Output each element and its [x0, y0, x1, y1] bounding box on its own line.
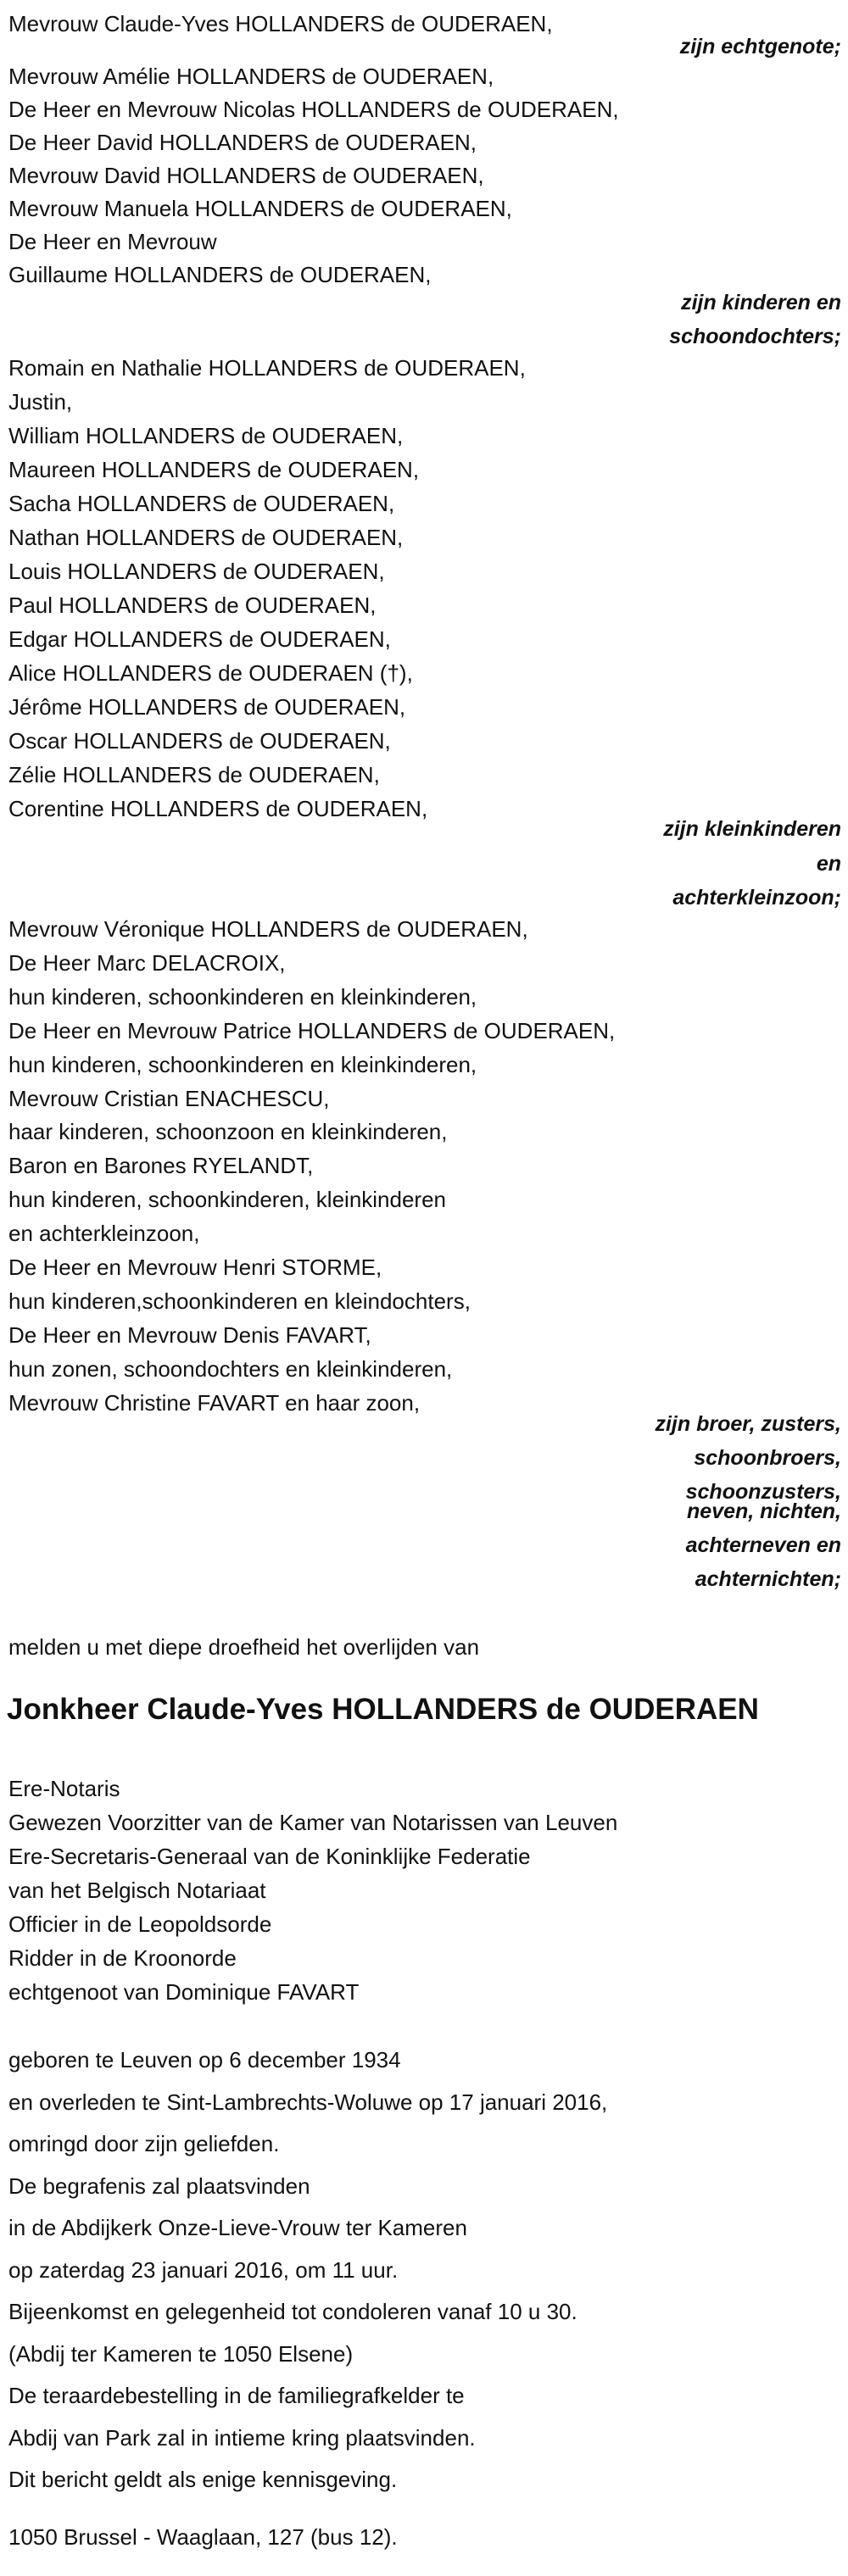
child-name-line: Mevrouw Manuela HOLLANDERS de OUDERAEN,	[8, 196, 512, 221]
grandchild-name-line: Justin,	[8, 389, 73, 414]
relation-label: neven, nichten,	[687, 1499, 841, 1523]
grandchild-name-line: Sacha HOLLANDERS de OUDERAEN,	[8, 491, 395, 516]
child-name-line: Guillaume HOLLANDERS de OUDERAEN,	[8, 262, 432, 287]
grandchild-name-line: Nathan HOLLANDERS de OUDERAEN,	[8, 525, 404, 550]
sibling-name-line: Baron en Barones RYELANDT,	[8, 1153, 314, 1179]
funeral-detail-line: De begrafenis zal plaatsvinden	[8, 2173, 310, 2199]
funeral-detail-line: De teraardebestelling in de familiegrafkelder te	[8, 2383, 465, 2408]
spouse-name-line: Mevrouw Claude-Yves HOLLANDERS de OUDERAEN,	[8, 11, 553, 36]
child-name-line: Mevrouw David HOLLANDERS de OUDERAEN,	[8, 163, 484, 188]
child-name-line: De Heer en Mevrouw Nicolas HOLLANDERS de OUDERAEN,	[8, 97, 619, 122]
relation-label: zijn kinderen en	[681, 291, 841, 314]
sibling-name-line: hun kinderen, schoonkinderen en kleinkinderen,	[8, 1051, 477, 1077]
sibling-name-line: De Heer en Mevrouw Henri STORME,	[8, 1255, 382, 1280]
sibling-name-line: hun kinderen, schoonkinderen, kleinkinderen	[8, 1187, 447, 1213]
grandchild-name-line: Jérôme HOLLANDERS de OUDERAEN,	[8, 694, 406, 720]
sibling-name-line: hun zonen, schoondochters en kleinkinderen,	[8, 1355, 453, 1382]
sibling-name-line: Mevrouw Cristian ENACHESCU,	[8, 1085, 330, 1111]
deceased-title-line: Ridder in de Kroonorde	[8, 1945, 237, 1971]
relation-label: zijn broer, zusters,	[655, 1412, 841, 1436]
grandchild-name-line: Louis HOLLANDERS de OUDERAEN,	[8, 559, 385, 584]
deceased-title-line: Ere-Notaris	[8, 1776, 120, 1801]
relation-label: zijn kleinkinderen	[663, 817, 841, 841]
funeral-detail-line: (Abdij ter Kameren te 1050 Elsene)	[8, 2340, 354, 2367]
sibling-name-line: hun kinderen,schoonkinderen en kleindochters,	[8, 1288, 471, 1314]
grandchild-name-line: William HOLLANDERS de OUDERAEN,	[8, 423, 404, 448]
grandchild-name-line: Corentine HOLLANDERS de OUDERAEN,	[8, 796, 428, 821]
grandchild-name-line: Maureen HOLLANDERS de OUDERAEN,	[8, 457, 420, 482]
relation-label: schoonbroers,	[694, 1446, 841, 1470]
deceased-name: Jonkheer Claude-Yves HOLLANDERS de OUDERAEN	[7, 1693, 759, 1726]
funeral-detail-line: op zaterdag 23 januari 2016, om 11 uur.	[8, 2256, 399, 2283]
grandchild-name-line: Romain en Nathalie HOLLANDERS de OUDERAEN,	[8, 355, 526, 381]
sibling-name-line: Mevrouw Christine FAVART en haar zoon,	[8, 1389, 421, 1416]
grandchild-name-line: Oscar HOLLANDERS de OUDERAEN,	[8, 728, 391, 754]
announcement-text: melden u met diepe droefheid het overlijden van	[8, 1634, 480, 1660]
address-text: 1050 Brussel - Waaglaan, 127 (bus 12).	[8, 2524, 398, 2550]
funeral-detail-line: Dit bericht geldt als enige kennisgeving.	[8, 2467, 398, 2492]
sibling-name-line: en achterkleinzoon,	[8, 1221, 200, 1247]
sibling-name-line: De Heer en Mevrouw Denis FAVART,	[8, 1321, 371, 1348]
funeral-detail-line: Abdij van Park zal in intieme kring plaatsvinden.	[8, 2424, 476, 2451]
funeral-detail-line: geboren te Leuven op 6 december 1934	[8, 2047, 401, 2072]
sibling-name-line: De Heer en Mevrouw Patrice HOLLANDERS de OUDERAEN,	[8, 1017, 616, 1043]
relation-label: achternichten;	[695, 1567, 841, 1591]
grandchild-name-line: Alice HOLLANDERS de OUDERAEN (†),	[8, 660, 413, 686]
deceased-title-line: van het Belgisch Notariaat	[8, 1878, 266, 1903]
deceased-title-line: Officier in de Leopoldsorde	[8, 1911, 272, 1937]
sibling-name-line: hun kinderen, schoonkinderen en kleinkinderen,	[8, 983, 477, 1010]
grandchild-name-line: Edgar HOLLANDERS de OUDERAEN,	[8, 626, 391, 652]
relation-label: schoondochters;	[669, 325, 841, 348]
child-name-line: De Heer David HOLLANDERS de OUDERAEN,	[8, 130, 477, 155]
sibling-name-line: haar kinderen, schoonzoon en kleinkinderen,	[8, 1119, 448, 1145]
deceased-title-line: Gewezen Voorzitter van de Kamer van Notarissen van Leuven	[8, 1810, 618, 1835]
relation-label: zijn echtgenote;	[679, 35, 841, 58]
child-name-line: De Heer en Mevrouw	[8, 229, 217, 254]
grandchild-name-line: Paul HOLLANDERS de OUDERAEN,	[8, 593, 377, 618]
relation-label: achterkleinzoon;	[672, 886, 841, 910]
relation-label: en	[816, 852, 841, 876]
sibling-name-line: Mevrouw Véronique HOLLANDERS de OUDERAEN,	[8, 916, 528, 942]
deceased-title-line: Ere-Secretaris-Generaal van de Koninklijke Federatie	[8, 1844, 531, 1869]
funeral-detail-line: in de Abdijkerk Onze-Lieve-Vrouw ter Kameren	[8, 2215, 467, 2240]
sibling-name-line: De Heer Marc DELACROIX,	[8, 949, 286, 976]
funeral-detail-line: omringd door zijn geliefden.	[8, 2131, 280, 2156]
deceased-title-line: echtgenoot van Dominique FAVART	[8, 1979, 360, 2005]
grandchild-name-line: Zélie HOLLANDERS de OUDERAEN,	[8, 762, 380, 787]
relation-label: schoonzusters,	[685, 1480, 841, 1504]
funeral-detail-line: en overleden te Sint-Lambrechts-Woluwe op 17 januari 2016,	[8, 2089, 608, 2115]
child-name-line: Mevrouw Amélie HOLLANDERS de OUDERAEN,	[8, 64, 494, 89]
funeral-detail-line: Bijeenkomst en gelegenheid tot condoleren vanaf 10 u 30.	[8, 2299, 577, 2324]
relation-label: achterneven en	[685, 1533, 841, 1557]
